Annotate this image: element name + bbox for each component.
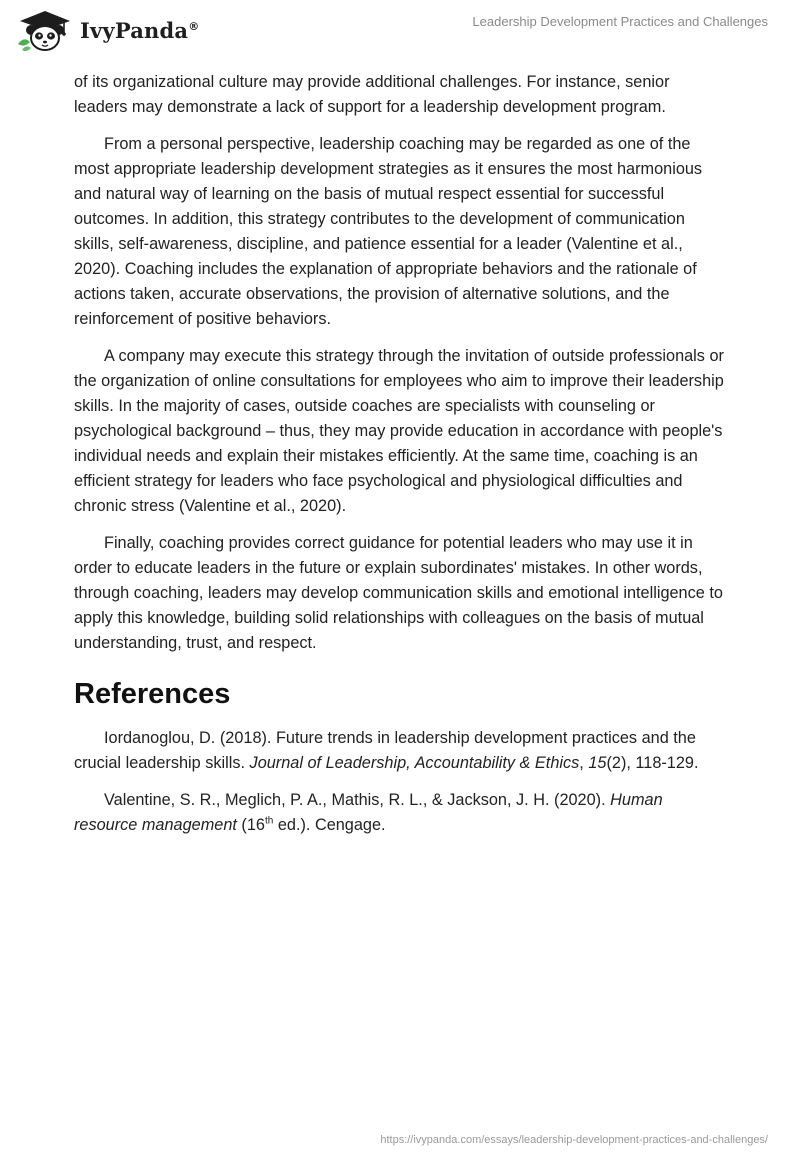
journal-title: Journal of Leadership, Accountability & Ethics <box>249 754 580 772</box>
reference-text: Valentine, S. R., Meglich, P. A., Mathis, R. L., & Jackson, J. H. (2020). <box>104 791 611 809</box>
brand-name: IvyPanda® <box>80 17 200 43</box>
panda-graduate-icon <box>16 8 74 52</box>
paragraph-3: A company may execute this strategy through the invitation of outside professionals or the organization of online consultations for employees who aim to improve their leadership skills. In the majority of cases, outside coaches are specialists with counseling or psychological background – thus, they may provide education in accordance with people's individual needs and explain their mistakes efficiently. At the same time, coaching is an efficient strategy for leaders who face psychological and physiological difficulties and chronic stress (Valentine et al., 2020). <box>74 347 724 515</box>
reference-item-1 <box>74 726 724 776</box>
reference-item-2 <box>74 788 724 838</box>
reference-text: Iordanoglou, D. (2018). Future trends in leadership development practices and the crucial leadership skills. <box>74 729 696 772</box>
book-title: Human resource management <box>74 791 663 834</box>
paragraph-2: From a personal perspective, leadership coaching may be regarded as one of the most appropriate leadership development strategies as it ensures the most harmonious and natural way of learning on the basis of mutual respect essential for successful outcomes. In addition, this strategy contributes to the development of communication skills, self-awareness, discipline, and patience essential for a leader (Valentine et al., 2020). Coaching includes the explanation of appropriate behaviors and the rationale of actions taken, accurate observations, the provision of alternative solutions, and the reinforcement of positive behaviors. <box>74 135 703 328</box>
paragraph-1: of its organizational culture may provide additional challenges. For instance, senior leaders may demonstrate a lack of support for a leadership development program. <box>74 73 670 116</box>
edition-number: (16 <box>236 816 265 834</box>
essay-content <box>74 70 724 850</box>
document-title: Leadership Development Practices and Challenges <box>472 14 768 29</box>
reference-tail: ed.). Cengage. <box>273 816 386 834</box>
page-header <box>0 0 800 64</box>
edition-suffix: th <box>264 815 274 827</box>
source-url[interactable]: https://ivypanda.com/essays/leadership-development-practices-and-challenges/ <box>380 1134 768 1146</box>
paragraph-4: Finally, coaching provides correct guidance for potential leaders who may use it in order to educate leaders in the future or explain subordinates' mistakes. In other words, through coaching, leaders may develop communication skills and emotional intelligence to apply this knowledge, building solid relationships with colleagues on the basis of mutual understanding, trust, and respect. <box>74 534 723 652</box>
journal-volume: 15 <box>588 754 607 772</box>
brand-logo[interactable] <box>16 8 199 52</box>
reference-tail: (2), 118-129. <box>606 754 699 772</box>
references-heading: References <box>74 678 231 710</box>
reference-separator: , <box>579 754 589 772</box>
registered-mark: ® <box>188 19 200 33</box>
